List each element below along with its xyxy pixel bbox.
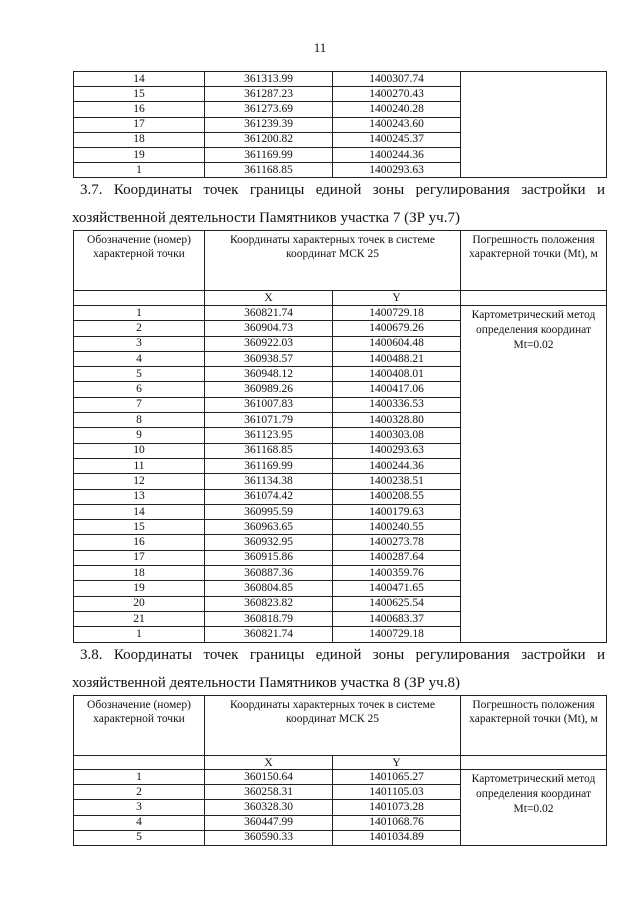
y-coordinate: 1400729.18 — [333, 306, 461, 321]
point-number: 11 — [74, 458, 205, 473]
y-coordinate: 1401065.27 — [333, 770, 461, 785]
point-number: 20 — [74, 596, 205, 611]
section-3-7-heading — [72, 181, 605, 227]
x-coordinate: 361134.38 — [205, 474, 333, 489]
section-3-7-line1: 3.7. Координаты точек границы единой зоны регулирования застройки и — [80, 182, 605, 198]
x-coordinate: 360995.59 — [205, 504, 333, 519]
y-coordinate: 1400336.53 — [333, 397, 461, 412]
y-coordinate: 1400328.80 — [333, 413, 461, 428]
x-coordinate: 361169.99 — [205, 458, 333, 473]
y-coordinate: 1400359.76 — [333, 566, 461, 581]
table-zone-7-body — [74, 231, 607, 643]
y-coordinate: 1400471.65 — [333, 581, 461, 596]
point-number: 13 — [74, 489, 205, 504]
point-number: 4 — [74, 815, 205, 830]
table-row — [74, 72, 607, 87]
x-coordinate: 360821.74 — [205, 306, 333, 321]
point-number: 15 — [74, 520, 205, 535]
section-3-8-line1: 3.8. Координаты точек границы единой зоны регулирования застройки и — [80, 647, 605, 663]
y-coordinate: 1400408.01 — [333, 367, 461, 382]
x-coordinate: 361200.82 — [205, 132, 333, 147]
y-coordinate: 1400245.37 — [333, 132, 461, 147]
section-3-7-line2: хозяйственной деятельности Памятников участка 7 (ЗР уч.7) — [72, 210, 460, 226]
x-coordinate: 361074.42 — [205, 489, 333, 504]
page-number: 11 — [313, 40, 327, 55]
y-coordinate: 1400625.54 — [333, 596, 461, 611]
x-coordinate: 360938.57 — [205, 351, 333, 366]
y-coordinate: 1400244.36 — [333, 147, 461, 162]
point-number: 2 — [74, 321, 205, 336]
y-coordinate: 1400417.06 — [333, 382, 461, 397]
point-number: 12 — [74, 474, 205, 489]
table-row — [74, 770, 607, 785]
table-zone-8 — [73, 695, 607, 846]
accuracy-note: Картометрический метод определения координат Mt=0.02 — [461, 770, 607, 846]
x-coordinate: 360904.73 — [205, 321, 333, 336]
point-number: 18 — [74, 566, 205, 581]
x-coordinate: 360963.65 — [205, 520, 333, 535]
table-continuation — [73, 71, 607, 178]
x-coordinate: 360932.95 — [205, 535, 333, 550]
x-coordinate: 361313.99 — [205, 72, 333, 87]
header-x: X — [205, 756, 333, 770]
point-number: 8 — [74, 413, 205, 428]
y-coordinate: 1400240.28 — [333, 102, 461, 117]
x-coordinate: 361071.79 — [205, 413, 333, 428]
y-coordinate: 1400303.08 — [333, 428, 461, 443]
header-accuracy: Погрешность положения характерной точки (Mt), м — [461, 696, 607, 756]
point-number: 15 — [74, 87, 205, 102]
header-x: X — [205, 291, 333, 306]
x-coordinate: 360915.86 — [205, 550, 333, 565]
y-coordinate: 1400243.60 — [333, 117, 461, 132]
y-coordinate: 1400240.55 — [333, 520, 461, 535]
x-coordinate: 361287.23 — [205, 87, 333, 102]
point-number: 14 — [74, 72, 205, 87]
point-number: 19 — [74, 581, 205, 596]
empty-accuracy-cell — [461, 72, 607, 178]
y-coordinate: 1400238.51 — [333, 474, 461, 489]
point-number: 14 — [74, 504, 205, 519]
header-accuracy: Погрешность положения характерной точки (Mt), м — [461, 231, 607, 291]
point-number: 18 — [74, 132, 205, 147]
header-y: Y — [333, 291, 461, 306]
header-empty-cell — [461, 291, 607, 306]
y-coordinate: 1400208.55 — [333, 489, 461, 504]
point-number: 3 — [74, 800, 205, 815]
y-coordinate: 1401034.89 — [333, 830, 461, 845]
point-number: 2 — [74, 785, 205, 800]
header-point-designation: Обозначение (номер) характерной точки — [74, 231, 205, 291]
point-number: 17 — [74, 117, 205, 132]
x-coordinate: 361239.39 — [205, 117, 333, 132]
header-point-designation: Обозначение (номер) характерной точки — [74, 696, 205, 756]
y-coordinate: 1400679.26 — [333, 321, 461, 336]
accuracy-note: Картометрический метод определения координат Mt=0.02 — [461, 306, 607, 643]
header-coordinates: Координаты характерных точек в системе координат МСК 25 — [205, 231, 461, 291]
y-coordinate: 1400488.21 — [333, 351, 461, 366]
x-coordinate: 361169.99 — [205, 147, 333, 162]
point-number: 3 — [74, 336, 205, 351]
y-coordinate: 1401105.03 — [333, 785, 461, 800]
x-coordinate: 360818.79 — [205, 611, 333, 626]
point-number: 21 — [74, 611, 205, 626]
y-coordinate: 1400287.64 — [333, 550, 461, 565]
x-coordinate: 360258.31 — [205, 785, 333, 800]
x-coordinate: 360823.82 — [205, 596, 333, 611]
x-coordinate: 360804.85 — [205, 581, 333, 596]
point-number: 17 — [74, 550, 205, 565]
point-number: 1 — [74, 163, 205, 178]
x-coordinate: 360922.03 — [205, 336, 333, 351]
section-3-8-heading — [72, 646, 605, 692]
point-number: 10 — [74, 443, 205, 458]
x-coordinate: 360590.33 — [205, 830, 333, 845]
y-coordinate: 1400683.37 — [333, 611, 461, 626]
x-coordinate: 361007.83 — [205, 397, 333, 412]
point-number: 1 — [74, 627, 205, 642]
y-coordinate: 1400244.36 — [333, 458, 461, 473]
x-coordinate: 360948.12 — [205, 367, 333, 382]
point-number: 1 — [74, 306, 205, 321]
y-coordinate: 1400179.63 — [333, 504, 461, 519]
table-zone-7 — [73, 230, 607, 643]
y-coordinate: 1400729.18 — [333, 627, 461, 642]
y-coordinate: 1400293.63 — [333, 443, 461, 458]
y-coordinate: 1400270.43 — [333, 87, 461, 102]
point-number: 9 — [74, 428, 205, 443]
x-coordinate: 360150.64 — [205, 770, 333, 785]
y-coordinate: 1401073.28 — [333, 800, 461, 815]
y-coordinate: 1400307.74 — [333, 72, 461, 87]
y-coordinate: 1400273.78 — [333, 535, 461, 550]
table-row — [74, 306, 607, 321]
y-coordinate: 1400604.48 — [333, 336, 461, 351]
point-number: 4 — [74, 351, 205, 366]
point-number: 1 — [74, 770, 205, 785]
x-coordinate: 361123.95 — [205, 428, 333, 443]
table-continuation-body — [74, 72, 607, 178]
point-number: 16 — [74, 102, 205, 117]
x-coordinate: 360447.99 — [205, 815, 333, 830]
header-coordinates: Координаты характерных точек в системе координат МСК 25 — [205, 696, 461, 756]
header-empty-cell — [74, 756, 205, 770]
point-number: 5 — [74, 367, 205, 382]
point-number: 6 — [74, 382, 205, 397]
x-coordinate: 360989.26 — [205, 382, 333, 397]
point-number: 16 — [74, 535, 205, 550]
point-number: 19 — [74, 147, 205, 162]
point-number: 5 — [74, 830, 205, 845]
header-y: Y — [333, 756, 461, 770]
x-coordinate: 361168.85 — [205, 443, 333, 458]
point-number: 7 — [74, 397, 205, 412]
header-empty-cell — [74, 291, 205, 306]
x-coordinate: 360821.74 — [205, 627, 333, 642]
x-coordinate: 361273.69 — [205, 102, 333, 117]
section-3-8-line2: хозяйственной деятельности Памятников участка 8 (ЗР уч.8) — [72, 675, 460, 691]
x-coordinate: 360887.36 — [205, 566, 333, 581]
y-coordinate: 1400293.63 — [333, 163, 461, 178]
x-coordinate: 361168.85 — [205, 163, 333, 178]
header-empty-cell — [461, 756, 607, 770]
x-coordinate: 360328.30 — [205, 800, 333, 815]
table-zone-8-body — [74, 696, 607, 846]
y-coordinate: 1401068.76 — [333, 815, 461, 830]
